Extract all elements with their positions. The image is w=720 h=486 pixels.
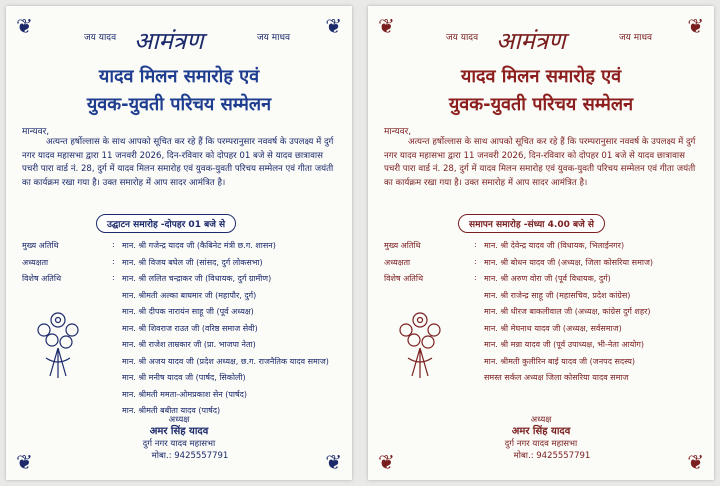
guest-row [22,257,344,274]
floral-corner-icon: ❦ [16,450,33,474]
floral-corner-icon: ❦ [687,14,704,38]
separator: : [474,240,477,249]
guest-name: मान. श्री धीरज बाकलीवाल जी (अध्यक्ष, कांग्रेस दुर्ग शहर) [484,307,651,316]
footer-org: दुर्ग नगर यादव महासभा [142,439,216,449]
guest-name: मान. श्री मन्ना यादव जी (पूर्व उपाध्यक्ष, भी-नेता आयोग) [484,340,644,349]
event-title-line1: यादव मिलन समारोह एवं [98,66,260,87]
floral-corner-icon: ❦ [687,450,704,474]
guest-role-label: अध्यक्षता [384,257,411,267]
footer-mobile: मोबा.: 9425557791 [513,451,591,461]
footer-org: दुर्ग नगर यादव महासभा [504,439,578,449]
guest-role-label: मुख्य अतिथि [384,241,421,250]
guest-role-label: अध्यक्षता [22,257,49,267]
event-title-line2: युवक-युवती परिचय सम्मेलन [86,94,272,115]
salutation: मान्यवर, [22,127,50,137]
card-header [6,24,352,58]
amantran-heading: आमंत्रण [496,27,566,55]
invitation-card-right [368,6,714,480]
footer-role: अध्यक्ष [168,415,190,425]
jay-madhav-text: जय माधव [618,33,652,43]
separator: : [474,273,477,282]
guest-name: मान. श्रीमती बबीता यादव (पार्षद) [122,406,221,415]
flower-bouquet-icon [30,306,86,384]
guest-name: मान. श्री विजय बघेल जी (सांसद, दुर्ग लोकसभा) [122,257,263,267]
session-badge: उद्घाटन समारोह -दोपहर 01 बजे से [96,214,236,233]
guest-row [22,240,344,257]
guest-role-label: विशेष अतिथि [22,274,62,283]
invitation-card-left [6,6,352,480]
footer-name: अमर सिंह यादव [511,426,571,437]
footer-name: अमर सिंह यादव [149,426,209,437]
card-header [368,24,714,58]
footer-role: अध्यक्ष [530,415,552,425]
guest-name: मान. श्री शिवराज राउत जी (वरिष्ठ समाज सेवी) [122,323,258,333]
jay-yadav-text: जय यादव [446,33,479,43]
flower-bouquet-icon [392,306,448,384]
invitation-body: अत्यन्त हर्षोल्लास के साथ आपको सूचित कर रहे हैं कि परम्परानुसार नववर्ष के उपलक्ष्य में दुर्ग नगर यादव महासभा द्वारा 11 जनवरी 2026, दिन-रविवार को दोपहर 01 बजे से यादव छात्रावास पचरी पारा वार्ड नं. 28, दुर्ग में यादव मिलन समारोह एवं युवक-युवती परिचय सम्मेलन एवं गीता जयंती का कार्यक्रम रखा गया है। उक्त समारोह में आप सादर आमंत्रित है। [384,137,696,188]
guest-role-label: मुख्य अतिथि [22,241,59,250]
guest-row [22,290,344,307]
separator: : [112,240,115,249]
guest-name: मान. श्रीमती ममता-ओमप्रकाश सेन (पार्षद) [122,389,248,399]
guest-name: मान. श्री देवेन्द्र यादव जी (विधायक, भिलाईनगर) [484,241,625,250]
salutation: मान्यवर, [384,127,412,137]
guest-name: मान. श्री अजय यादव जी (प्रदेश अध्यक्ष, छ.ग. राजनैतिक यादव समाज) [122,356,329,366]
separator: : [474,256,477,266]
separator: : [112,256,115,266]
jay-madhav-text: जय माधव [256,33,290,43]
guest-name: मान. श्री गजेन्द्र यादव जी (कैबिनेट मंत्री छ.ग. शासन) [122,241,276,250]
floral-corner-icon: ❦ [325,14,342,38]
guest-row [384,240,706,257]
guest-name: मान. श्री मनीष यादव जी (पार्षद, सिकोली) [122,373,246,382]
separator: : [112,273,115,282]
floral-corner-icon: ❦ [378,14,395,38]
guest-role-label: विशेष अतिथि [384,274,424,283]
invitation-body: अत्यन्त हर्षोल्लास के साथ आपको सूचित कर रहे हैं कि परम्परानुसार नववर्ष के उपलक्ष्य में दुर्ग नगर यादव महासभा द्वारा 11 जनवरी 2026, दिन-रविवार को दोपहर 01 बजे से यादव छात्रावास पचरी पारा वार्ड नं. 28, दुर्ग में यादव मिलन समारोह एवं युवक-युवती परिचय सम्मेलन एवं गीता जयंती का कार्यक्रम रखा गया है। उक्त समारोह में आप सादर आमंत्रित है। [22,137,334,188]
guest-row [384,273,706,290]
guest-name: मान. श्री राजेन्द्र साहू जी (महासचिव, प्रदेश कांग्रेस) [484,290,631,300]
event-title-line1: यादव मिलन समारोह एवं [460,66,622,87]
floral-corner-icon: ❦ [325,450,342,474]
guest-name: मान. श्री ललित चन्द्राकर जी (विधायक, दुर्ग ग्रामीण) [122,274,272,283]
guest-name: मान. श्री बोधन यादव जी (अध्यक्ष, जिला कोसरिया समाज) [484,257,653,267]
guest-name: मान. श्रीमती कुलीरिन बाई यादव जी (जनपद सदस्य) [484,356,636,366]
floral-corner-icon: ❦ [16,14,33,38]
event-title-line2: युवक-युवती परिचय सम्मेलन [448,94,634,115]
guest-name: मान. श्री राजेश ताम्रकार जी (प्रा. भाजपा नेता) [122,340,256,349]
session-badge: समापन समारोह -संध्या 4.00 बजे से [458,214,605,233]
guest-name: मान. श्रीमती अल्का बाघमार जी (महापौर, दुर्ग) [122,290,257,300]
jay-yadav-text: जय यादव [84,33,117,43]
floral-corner-icon: ❦ [378,450,395,474]
guest-row [22,389,344,406]
guest-name: मान. श्री अरुण वोरा जी (पूर्व विधायक, दुर्ग) [484,274,611,283]
guest-row [22,273,344,290]
guest-row [384,257,706,274]
card-footer [368,414,714,462]
card-footer [6,414,352,462]
guest-row [384,290,706,307]
guest-name: समस्त सर्कल अध्यक्ष जिला कोसरिया यादव समाज [484,373,629,382]
amantran-heading: आमंत्रण [134,27,204,55]
footer-mobile: मोबा.: 9425557791 [151,451,229,461]
guest-name: मान. श्री दीपक नारायंन साहू जी (पूर्व अध्यक्ष) [122,307,254,316]
guest-name: मान. श्री मेघनाथ यादव जी (अध्यक्ष, सर्वसमाज) [484,323,622,333]
